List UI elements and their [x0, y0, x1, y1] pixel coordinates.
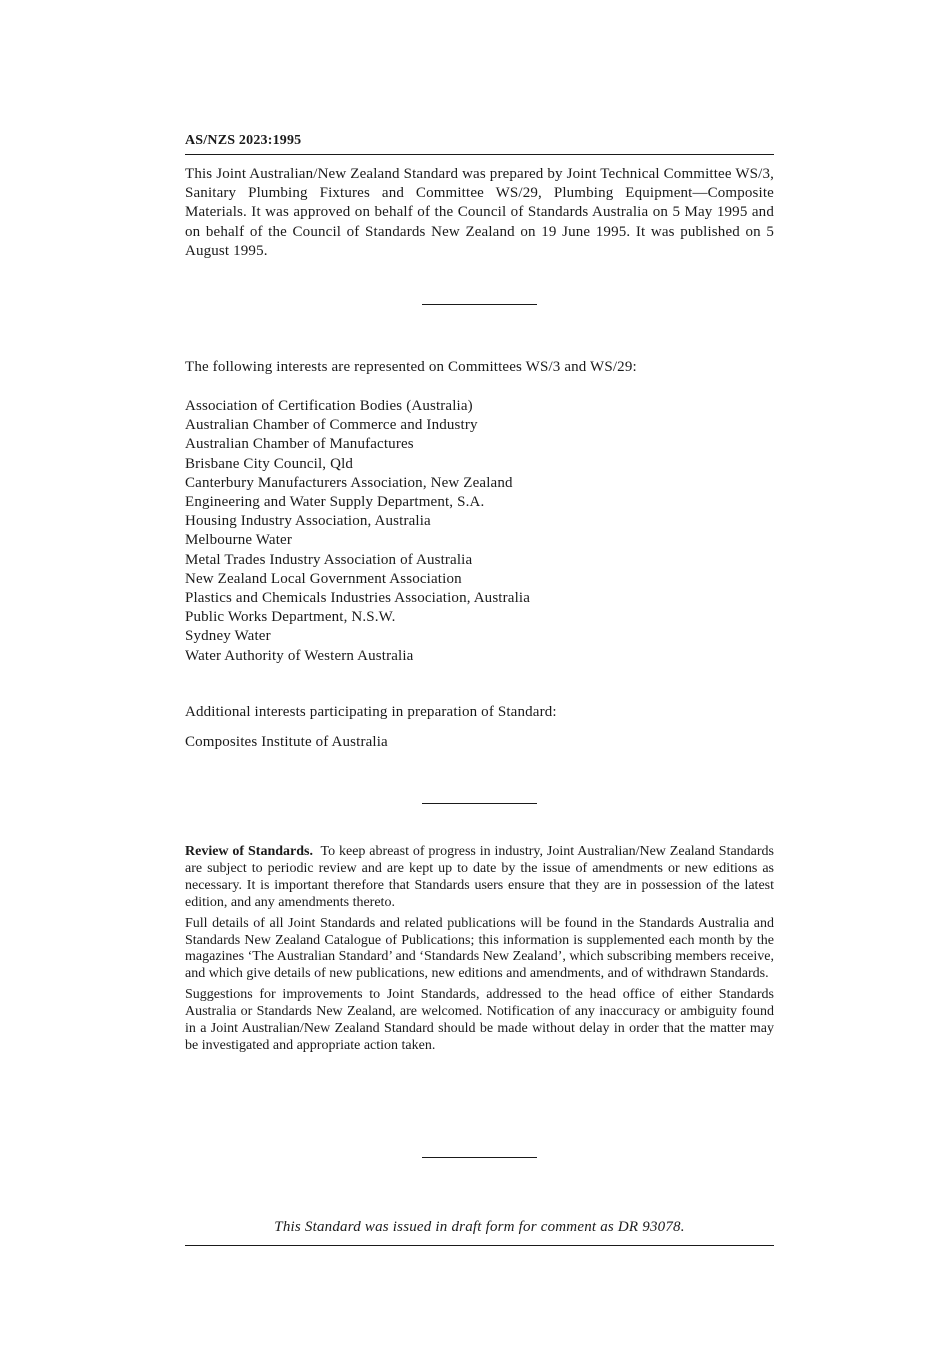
organization-item: Metal Trades Industry Association of Australia [185, 551, 473, 568]
organization-item: Brisbane City Council, Qld [185, 455, 354, 472]
header-rule [185, 154, 774, 155]
organization-item: Canterbury Manufacturers Association, New Zealand [185, 474, 513, 491]
organization-item: Water Authority of Western Australia [185, 647, 414, 664]
committee-interests-list [185, 397, 530, 666]
organization-item: Melbourne Water [185, 532, 292, 549]
organization-item: Composites Institute of Australia [185, 734, 388, 750]
organization-item: Engineering and Water Supply Department, S.A. [185, 494, 485, 511]
section-divider [422, 1157, 537, 1158]
draft-note: This Standard was issued in draft form for comment as DR 93078. [274, 1219, 685, 1235]
preparation-statement: This Joint Australian/New Zealand Standard was prepared by Joint Technical Committee WS/3, Sanitary Plumbing Fixtures and Committee WS/29, Plumbing Equipment—Composite Materials. It was approved on behalf of the Council of Standards Australia on 5 May 1995 and on behalf of the Council of Standards New Zealand on 19 June 1995. It was published on 5 August 1995. [185, 166, 774, 259]
organization-item: Plastics and Chemicals Industries Association, Australia [185, 590, 531, 607]
footer-rule [185, 1245, 774, 1246]
additional-interests-list [185, 733, 388, 752]
organization-item: Housing Industry Association, Australia [185, 513, 431, 530]
standard-code: AS/NZS 2023:1995 [185, 133, 302, 148]
review-heading: Review of Standards. [185, 844, 313, 859]
review-text: To keep abreast of progress in industry, Joint Australian/New Zealand Standards are subject to periodic review and are kept up to date by the issue of amendments or new editions as necessary. It is important therefore that Standards users ensure that they are in possession of the latest edition, and any amendments thereto. [185, 844, 774, 910]
additional-interests-intro: Additional interests participating in preparation of Standard: [185, 704, 557, 720]
organization-item: Sydney Water [185, 628, 271, 645]
section-divider [422, 304, 537, 305]
review-paragraph: Full details of all Joint Standards and related publications will be found in the Standards Australia and Standards New Zealand Catalogue of Publications; this information is supplemented each month by the magazines ‘The Australian Standard’ and ‘Standards New Zealand’, which subscribing members receive, and which give details of new publications, new editions and amendments, and of withdrawn Standards. [185, 915, 774, 982]
organization-item: Australian Chamber of Commerce and Industry [185, 417, 478, 434]
review-paragraph [185, 844, 774, 912]
organization-item: Australian Chamber of Manufactures [185, 436, 414, 453]
review-of-standards [185, 844, 774, 1059]
section-divider [422, 803, 537, 804]
organization-item: New Zealand Local Government Association [185, 570, 462, 587]
organization-item: Association of Certification Bodies (Australia) [185, 398, 473, 414]
review-paragraph: Suggestions for improvements to Joint Standards, addressed to the head office of either Standards Australia or Standards New Zealand, are welcomed. Notification of any inaccuracy or ambiguity found in a Joint Australian/New Zealand Standard should be made without delay in order that the matter may be investigated and appropriate action taken. [185, 987, 774, 1053]
document-page [185, 0, 774, 1345]
organization-item: Public Works Department, N.S.W. [185, 609, 396, 626]
interests-intro: The following interests are represented on Committees WS/3 and WS/29: [185, 359, 637, 375]
